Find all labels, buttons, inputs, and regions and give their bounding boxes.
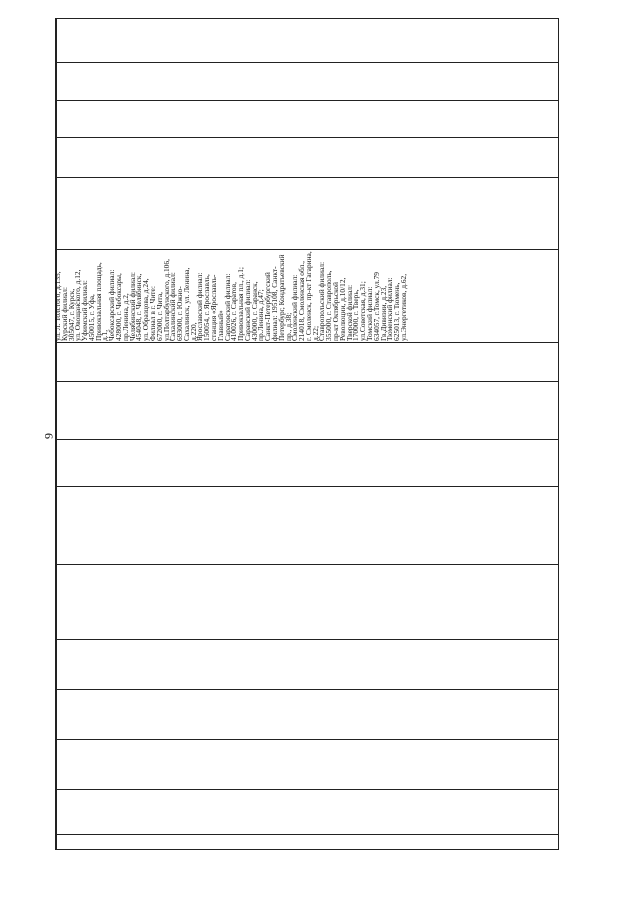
branch-line: д.1, [100,329,110,341]
row-divider [56,486,558,487]
branch-line: ул. Образцова, д.24, [141,278,151,341]
branch-line: ул.Энергетиков, д.62, [398,273,408,341]
row-divider [56,639,558,640]
row-divider [56,381,558,382]
branch-line: Саранский филиал: [242,279,252,341]
branch-line: 150054, г. Ярославль, [202,274,212,341]
branch-line: ул. Овощанского, д.12, [73,269,83,341]
row-divider [56,834,558,835]
branch-line: Тверской филиал: [344,284,354,341]
branch-line: пр., д.38; [283,312,293,341]
page-number: 9 [41,433,56,439]
branch-line: 634057, г.Томск, ул.79 [371,272,381,341]
branch-address-text [55,250,559,342]
branch-line: пр.Ленина, д.2, [120,293,130,341]
branch-line: Петербург, Кондратьевский [276,254,286,341]
branch-line: ул.Советская, д.31; [358,281,368,341]
branch-line: Привокзальная пл., д.1; [236,267,246,341]
branch-line: Главный» [215,310,225,341]
branch-line: 693000, г. Южно- [175,286,185,341]
branch-line: д.22; [310,325,320,341]
branch-line: Санкт-Петербургский [263,272,273,341]
branch-line: Гв.Дивизии, д.23, [378,285,388,341]
branch-line: пр.Ленина, д.47; [256,289,266,341]
branch-line: Ставропольский филиал: [317,261,327,341]
branch-line: Уфимский филиал: [80,280,90,341]
branch-line: 428000, г. Чебоксары, [114,273,124,341]
branch-line: Филиал в г. Чите: [147,286,157,341]
branch-line: Сахалинский филиал: [168,272,178,341]
branch-line: 305047, г. Курск, [66,288,76,341]
branch-line: Революции, д.10/12, [337,277,347,341]
branch-line: 170000, г. Тверь, [351,289,361,341]
branch-line: 355000, г. Ставрополь, [324,270,334,341]
branch-line: 430000, г. Саранск, [249,281,259,341]
branch-line: г. Смоленск, пр-кт Гагарина, [303,251,313,341]
branch-line: д.220, [188,322,198,341]
row-divider [56,739,558,740]
branch-line: Смоленский филиал: [290,274,300,341]
row-divider [56,342,558,343]
row-divider [56,100,558,101]
branch-line: ул.Полтарбунского, д.106, [161,259,171,341]
row-divider [56,689,558,690]
branch-line: 625013, г. Тюмень, [392,282,402,341]
branch-line: пр-кт Октябрьской [331,281,341,341]
branch-line: Курский филиал: [59,287,69,341]
branch-line: 454048, г. Челябинск, [134,273,144,341]
row-divider [56,439,558,440]
row-divider [56,177,558,178]
branch-line: Сахалинск, ул. Ленина, [181,267,191,341]
branch-line: станция «Ярославль- [208,274,218,341]
row-divider [56,62,558,63]
branch-line: филиал: 195108, Санкт- [270,266,279,341]
row-divider [56,137,558,138]
branch-line: Тюменский филиал: [385,277,395,341]
branch-address-cell [55,250,559,342]
branch-line: 450015, г. Уфа, [86,294,96,341]
branch-line: 672000, г. Чита, [154,292,164,341]
table-frame [55,18,559,850]
row-divider [56,564,558,565]
branch-line: 410026, г. Саратов, [229,282,239,341]
branch-line: Челябинский филиал: [127,272,137,341]
row-divider [56,789,558,790]
branch-line: Саратовский филиал: [222,273,232,341]
branch-line: Привокзальная площадь, [93,262,103,341]
branch-line: Чебоксарский филиал: [107,269,117,341]
branch-line: Ярославский филиал: [195,272,205,341]
branch-line: 214018, Смоленская обл., [297,261,307,341]
branch-line: ул. Л. Толстого, д.135, [53,271,62,341]
branch-line: Томский филиал: [364,286,374,341]
